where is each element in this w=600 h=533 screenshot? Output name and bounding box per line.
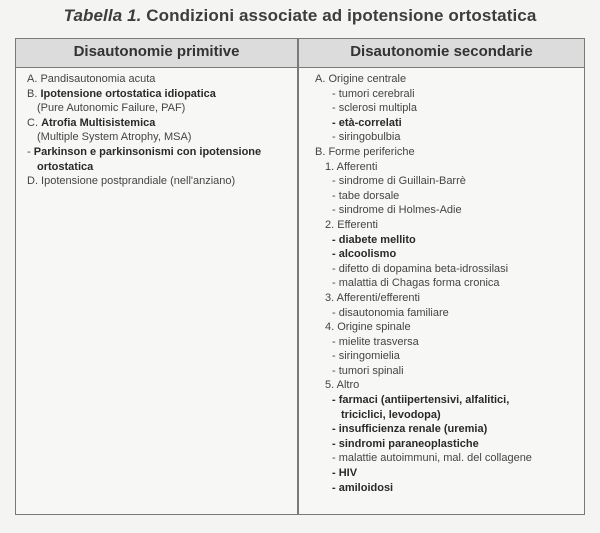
- primitive-item: [27, 87, 291, 102]
- secondary-item: [315, 393, 577, 408]
- secondary-item: [315, 276, 577, 291]
- secondary-item-text: - tumori cerebrali: [332, 87, 415, 100]
- secondary-item-text: - difetto di dopamina beta-idrossilasi: [332, 262, 509, 275]
- table-title: [0, 6, 600, 26]
- secondary-item: [315, 233, 577, 248]
- secondary-item-text: - malattie autoimmuni, mal. del collagene: [332, 452, 532, 465]
- secondary-item: [315, 160, 577, 175]
- column-divider: [297, 39, 299, 514]
- secondary-item: [315, 262, 577, 277]
- primitive-item: [27, 160, 291, 175]
- secondary-item: [315, 466, 577, 481]
- secondary-item-text: - sindromi paraneoplastiche: [332, 437, 479, 450]
- secondary-item: [315, 378, 577, 393]
- primitive-item-text: (Pure Autonomic Failure, PAF): [37, 102, 186, 115]
- secondary-item: [315, 130, 577, 145]
- secondary-item: [315, 291, 577, 306]
- secondary-item-text: - diabete mellito: [332, 233, 416, 246]
- secondary-column: [315, 72, 577, 495]
- secondary-item: [315, 145, 577, 160]
- secondary-item: [315, 116, 577, 131]
- secondary-item-text: - farmaci (antiipertensivi, alfalitici,: [332, 394, 510, 407]
- primitive-item-bold-text: Atrofia Multisistemica: [41, 116, 156, 129]
- primitive-item-text: A. Pandisautonomia acuta: [27, 73, 156, 85]
- primitive-item: [27, 72, 291, 87]
- secondary-item-text: B. Forme periferiche: [315, 145, 415, 158]
- secondary-item: [315, 72, 577, 87]
- secondary-item: [315, 437, 577, 452]
- secondary-item-text: 4. Origine spinale: [325, 321, 411, 334]
- secondary-item: [315, 189, 577, 204]
- primitive-item: [27, 101, 291, 116]
- secondary-item-text: - sindrome di Guillain-Barrè: [332, 175, 466, 188]
- secondary-item-text: 5. Altro: [325, 379, 360, 392]
- table-header: [16, 39, 584, 68]
- secondary-item-text: - mielite trasversa: [332, 335, 419, 348]
- secondary-item-text: A. Origine centrale: [315, 73, 407, 85]
- primitive-item: [27, 174, 291, 189]
- secondary-item-text: triciclici, levodopa): [341, 408, 441, 421]
- secondary-item-text: - tumori spinali: [332, 364, 404, 377]
- secondary-item-text: 1. Afferenti: [325, 160, 378, 173]
- primitive-item-bold-text: Ipotensione ortostatica idiopatica: [40, 87, 216, 100]
- secondary-item: [315, 320, 577, 335]
- secondary-item: [315, 87, 577, 102]
- secondary-item: [315, 203, 577, 218]
- secondary-item-text: 3. Afferenti/efferenti: [325, 291, 420, 304]
- secondary-item: [315, 481, 577, 496]
- table-number: Tabella 1.: [63, 6, 142, 25]
- secondary-item: [315, 422, 577, 437]
- secondary-item: [315, 335, 577, 350]
- secondary-item-text: 2. Efferenti: [325, 218, 378, 231]
- primitive-item-text: -: [27, 145, 34, 158]
- secondary-item-text: - età-correlati: [332, 116, 402, 129]
- primitive-item: [27, 116, 291, 131]
- table-caption: Condizioni associate ad ipotensione ortostatica: [141, 6, 537, 25]
- secondary-item: [315, 349, 577, 364]
- secondary-item: [315, 451, 577, 466]
- secondary-item: [315, 408, 577, 423]
- secondary-item: [315, 364, 577, 379]
- primitive-item-text: B.: [27, 87, 41, 100]
- primitive-item-text: D. Ipotensione postprandiale (nell'anziano): [27, 175, 236, 188]
- header-secondary: Disautonomie secondarie: [350, 43, 533, 60]
- secondary-item-text: - insufficienza renale (uremia): [332, 423, 488, 436]
- primitive-item-bold-text: Parkinson e parkinsonismi con ipotensione: [33, 145, 262, 158]
- secondary-item-text: - amiloidosi: [332, 481, 394, 494]
- secondary-item-text: - tabe dorsale: [332, 189, 400, 202]
- primitive-item: [27, 130, 291, 145]
- conditions-table: [15, 38, 585, 515]
- secondary-item-text: - siringomielia: [332, 350, 400, 363]
- secondary-item: [315, 247, 577, 262]
- secondary-item-text: - malattia di Chagas forma cronica: [332, 277, 500, 290]
- secondary-item-text: - alcoolismo: [332, 248, 397, 261]
- primitive-item-text: (Multiple System Atrophy, MSA): [37, 131, 192, 144]
- secondary-item: [315, 174, 577, 189]
- secondary-item-text: - HIV: [332, 467, 358, 480]
- secondary-item-text: - sindrome di Holmes-Adie: [332, 204, 462, 217]
- secondary-item: [315, 306, 577, 321]
- secondary-item: [315, 101, 577, 116]
- secondary-item-text: - disautonomia familiare: [332, 306, 449, 319]
- header-primitive: Disautonomie primitive: [73, 43, 240, 60]
- primitive-item-text: C.: [27, 116, 42, 129]
- secondary-item-text: - sclerosi multipla: [332, 102, 417, 115]
- secondary-item: [315, 218, 577, 233]
- secondary-item-text: - siringobulbia: [332, 131, 401, 144]
- primitive-item-text: ortostatica: [37, 160, 94, 173]
- primitive-column: [27, 72, 291, 189]
- primitive-item: [27, 145, 291, 160]
